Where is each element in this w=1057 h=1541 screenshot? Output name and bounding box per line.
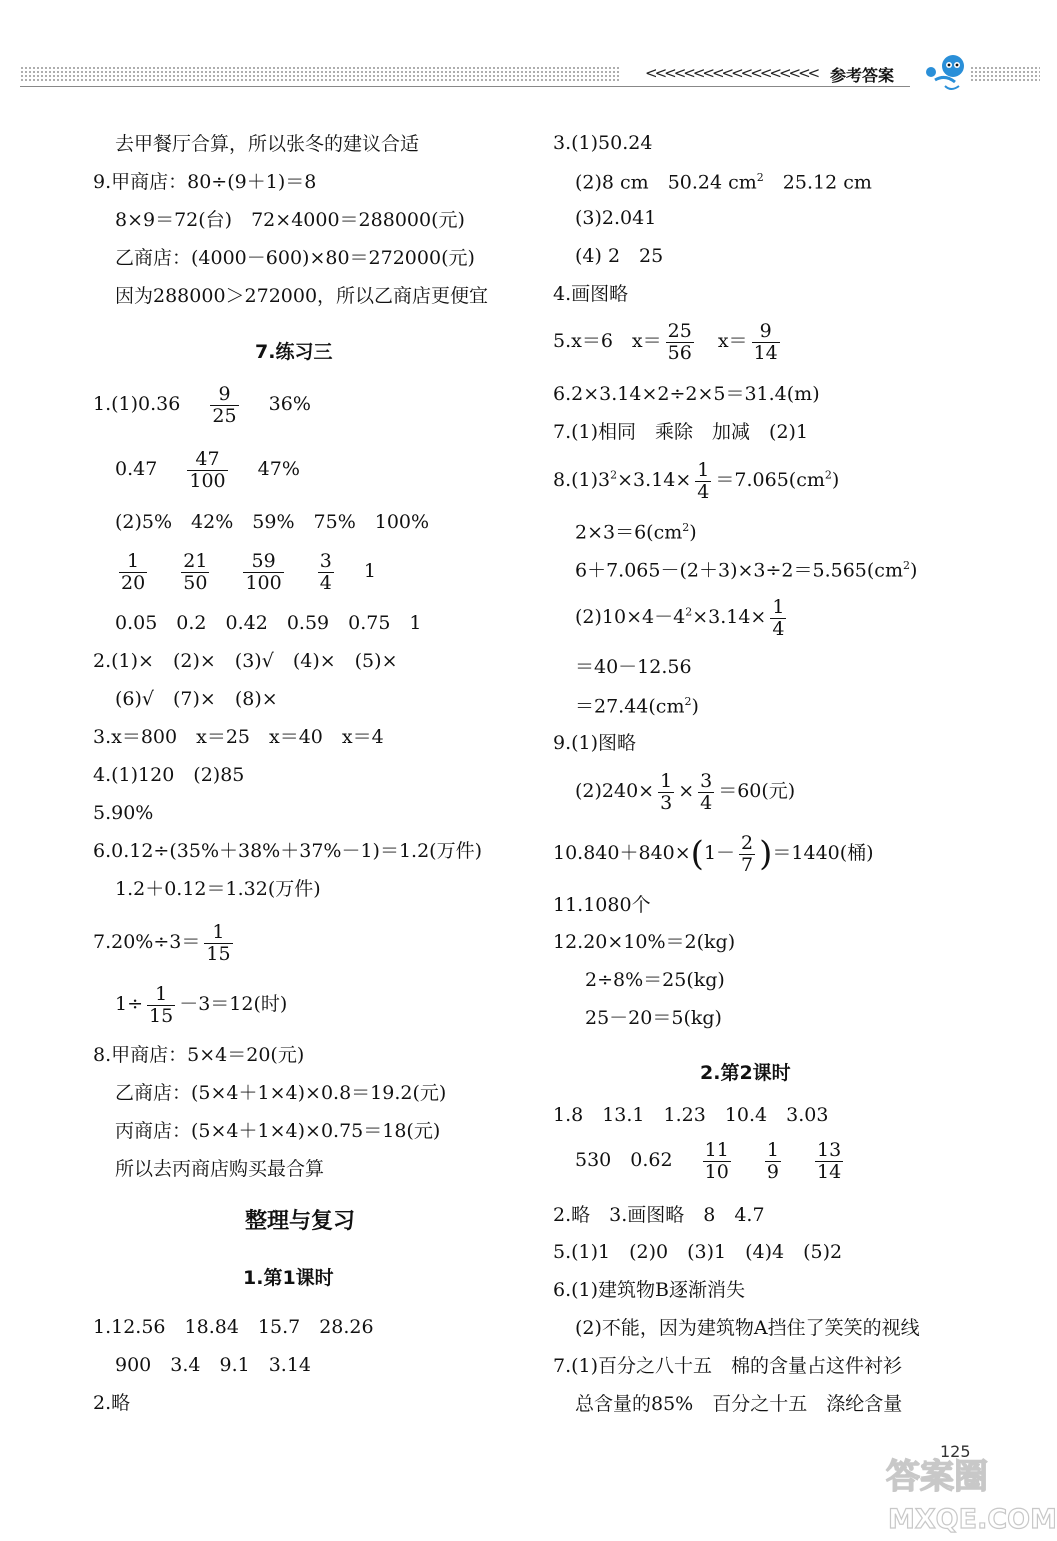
superscript: 2 — [902, 559, 910, 572]
answer-line: 3.x＝800 x＝25 x＝40 x＝4 — [93, 726, 384, 748]
answer-line — [575, 1140, 847, 1182]
answer-line — [115, 551, 376, 593]
numerator: 1 — [212, 921, 225, 943]
page-number: 125 — [940, 1442, 971, 1461]
numerator: 21 — [183, 550, 208, 572]
answer-text: 1÷ — [115, 993, 144, 1016]
answer-text: × — [678, 780, 695, 803]
denominator: 14 — [817, 1160, 842, 1183]
numerator: 13 — [817, 1139, 842, 1161]
superscript: 2 — [824, 468, 832, 482]
numerator: 1 — [127, 550, 140, 572]
answer-text: ＝27.44(cm — [575, 695, 685, 718]
fraction — [695, 460, 711, 502]
answer-line: 2.略 — [93, 1392, 131, 1414]
superscript: 2 — [684, 695, 692, 708]
answer-line: 总含量的85% 百分之十五 涤纶含量 — [575, 1393, 903, 1415]
numerator: 9 — [759, 320, 772, 342]
answer-line: 1.12.56 18.84 15.7 28.26 — [93, 1316, 374, 1338]
answer-text: 8.(1)3 — [553, 469, 611, 492]
fraction — [739, 833, 755, 875]
numerator: 3 — [319, 550, 332, 572]
denominator: 4 — [697, 480, 710, 503]
right-paren-icon: ) — [759, 834, 773, 875]
answer-text: ) — [831, 469, 840, 492]
answer-text: ×3.14× — [617, 469, 692, 492]
fraction — [770, 597, 786, 639]
answer-line: (2)5% 42% 59% 75% 100% — [115, 511, 430, 533]
numerator: 2 — [741, 832, 754, 854]
answer-line: 因为288000＞272000，所以乙商店更便宜 — [115, 285, 489, 307]
fraction — [187, 449, 227, 491]
answer-line: 0.05 0.2 0.42 0.59 0.75 1 — [115, 612, 422, 634]
fraction — [210, 384, 238, 426]
answer-text: ＝7.065(cm — [715, 469, 825, 492]
answer-line: 9.(1)图略 — [553, 732, 637, 754]
answer-line — [93, 384, 311, 426]
answer-line: 乙商店：(4000－600)×80＝272000(元) — [115, 247, 475, 269]
answer-line — [115, 449, 300, 491]
answer-text: 1 — [363, 560, 377, 583]
answer-line — [553, 321, 784, 363]
answer-line: 8×9＝72(台) 72×4000＝288000(元) — [115, 209, 465, 231]
answer-text: (2)240× — [575, 780, 655, 803]
answer-line: ＝40－12.56 — [575, 656, 692, 678]
numerator: 1 — [697, 459, 710, 481]
fraction — [703, 1140, 731, 1182]
answer-text: ×3.14× — [692, 606, 767, 629]
answer-text: ＝1440(桶) — [772, 842, 874, 865]
answer-line — [575, 597, 790, 639]
superscript: 2 — [685, 605, 693, 619]
watermark-logo — [880, 1450, 1055, 1541]
denominator: 25 — [212, 404, 237, 427]
numerator: 1 — [766, 1139, 779, 1161]
denominator: 4 — [700, 791, 713, 814]
answer-line: 11.1080个 — [553, 894, 651, 916]
watermark-top-text: 答案圈 — [886, 1457, 988, 1497]
answer-line: 6.2×3.14×2÷2×5＝31.4(m) — [553, 383, 820, 405]
watermark-bottom-text: MXQE.COM — [888, 1504, 1055, 1535]
header-dots-right — [970, 66, 1040, 82]
answer-text: (2)10×4－4 — [575, 606, 686, 629]
answer-line: (4) 2 25 — [575, 245, 664, 267]
numerator: 47 — [195, 448, 220, 470]
fraction — [658, 771, 674, 813]
denominator: 4 — [772, 617, 785, 640]
answer-text: 47% — [257, 458, 300, 481]
answer-text: 0.47 — [115, 458, 158, 481]
left-paren-icon: ( — [690, 834, 704, 875]
answer-line — [553, 833, 874, 875]
answer-line — [115, 984, 287, 1026]
answer-line: 900 3.4 9.1 3.14 — [115, 1354, 312, 1376]
fraction — [119, 551, 147, 593]
denominator: 100 — [189, 469, 226, 492]
denominator: 20 — [121, 571, 146, 594]
numerator: 1 — [660, 770, 673, 792]
answer-text: 5.x＝6 x＝ — [553, 330, 662, 353]
answer-line: 1.2＋0.12＝1.32(万件) — [115, 878, 321, 900]
answer-line: 所以去丙商店购买最合算 — [115, 1158, 325, 1180]
answer-text: 36% — [268, 393, 311, 416]
header-rule — [20, 86, 910, 87]
superscript: 2 — [756, 171, 764, 184]
answer-text: 530 0.62 — [575, 1149, 673, 1172]
denominator: 100 — [245, 571, 282, 594]
fraction — [765, 1140, 781, 1182]
answer-line: 3.(1)50.24 — [553, 132, 653, 154]
answer-text: ) — [689, 521, 697, 544]
answer-text: 10.840＋840× — [553, 842, 691, 865]
answer-line: 乙商店：(5×4＋1×4)×0.8＝19.2(元) — [115, 1082, 447, 1104]
header-dots-left — [20, 66, 620, 82]
denominator: 10 — [704, 1160, 729, 1183]
fraction — [243, 551, 283, 593]
denominator: 15 — [149, 1004, 174, 1027]
section-heading: 7.练习三 — [255, 341, 333, 363]
answer-line: 去甲餐厅合算，所以张冬的建议合适 — [115, 133, 420, 155]
answer-line: 25－20＝5(kg) — [585, 1007, 722, 1029]
answer-line — [575, 696, 699, 716]
numerator: 1 — [772, 596, 785, 618]
answer-line: 7.(1)相同 乘除 加减 (2)1 — [553, 421, 809, 443]
answer-line: 1.8 13.1 1.23 10.4 3.03 — [553, 1104, 829, 1126]
numerator: 1 — [155, 983, 168, 1005]
header-title: 参考答案 — [830, 66, 895, 85]
denominator: 4 — [319, 571, 332, 594]
answer-text: ＝60(元) — [718, 780, 796, 803]
fraction — [147, 984, 175, 1026]
fraction — [666, 321, 694, 363]
fraction — [815, 1140, 843, 1182]
fraction — [752, 321, 780, 363]
answer-line: (6)√ (7)× (8)× — [115, 688, 278, 710]
answer-text: 1－ — [703, 842, 736, 865]
superscript: 2 — [610, 468, 618, 482]
denominator: 9 — [766, 1160, 779, 1183]
fraction — [181, 551, 209, 593]
mascot-logo-icon — [915, 50, 975, 101]
numerator: 59 — [251, 550, 276, 572]
denominator: 7 — [741, 853, 754, 876]
numerator: 11 — [704, 1139, 729, 1161]
answer-line — [93, 922, 237, 964]
answer-line: 8.甲商店：5×4＝20(元) — [93, 1044, 305, 1066]
answer-text: 1.(1)0.36 — [93, 393, 181, 416]
answer-line: 5.(1)1 (2)0 (3)1 (4)4 (5)2 — [553, 1241, 843, 1263]
answer-line — [575, 771, 795, 813]
answer-line: (2)不能，因为建筑物A挡住了笑笑的视线 — [575, 1317, 920, 1339]
fraction — [698, 771, 714, 813]
denominator: 50 — [183, 571, 208, 594]
answer-line: 2÷8%＝25(kg) — [585, 969, 725, 991]
answer-line — [575, 172, 872, 192]
numerator: 25 — [667, 320, 692, 342]
denominator: 14 — [753, 341, 778, 364]
superscript: 2 — [682, 521, 690, 534]
answer-text: (2)8 cm 50.24 cm — [575, 171, 757, 194]
answer-line: 2.(1)× (2)× (3)√ (4)× (5)× — [93, 650, 398, 672]
answer-line — [553, 460, 839, 502]
answer-line: (3)2.041 — [575, 207, 657, 229]
answer-line: 5.90% — [93, 802, 154, 824]
page-header — [20, 58, 1040, 92]
answer-text: ) — [909, 559, 918, 582]
header-chevrons: <<<<<<<<<<<<<<<<<< — [645, 64, 818, 82]
fraction — [318, 551, 334, 593]
answer-line — [575, 522, 697, 542]
denominator: 15 — [206, 942, 231, 965]
answer-text: －3＝12(时) — [179, 993, 288, 1016]
answer-line: 7.(1)百分之八十五 棉的含量占这件衬衫 — [553, 1355, 903, 1377]
answer-line: 4.画图略 — [553, 283, 629, 305]
numerator: 3 — [700, 770, 713, 792]
answer-text: 2×3＝6(cm — [575, 521, 683, 544]
denominator: 56 — [667, 341, 692, 364]
answer-line: 6.0.12÷(35%＋38%＋37%－1)＝1.2(万件) — [93, 840, 482, 862]
numerator: 9 — [218, 383, 231, 405]
denominator: 3 — [660, 791, 673, 814]
fraction — [204, 922, 232, 964]
section-heading: 2.第2课时 — [700, 1062, 791, 1084]
answer-line: 丙商店：(5×4＋1×4)×0.75＝18(元) — [115, 1120, 441, 1142]
answer-text: ) — [691, 695, 699, 718]
answer-line: 2.略 3.画图略 8 4.7 — [553, 1204, 765, 1226]
answer-text: x＝ — [717, 330, 748, 353]
answer-line: 6.(1)建筑物B逐渐消失 — [553, 1279, 746, 1301]
answer-line — [575, 560, 917, 580]
answer-text: 25.12 cm — [763, 171, 872, 194]
answer-line: 9.甲商店：80÷(9＋1)＝8 — [93, 171, 317, 193]
answer-line: 4.(1)120 (2)85 — [93, 764, 245, 786]
answer-line: 12.20×10%＝2(kg) — [553, 931, 736, 953]
chapter-heading: 整理与复习 — [245, 1209, 356, 1234]
answer-text: 7.20%÷3＝ — [93, 931, 201, 954]
answer-text: 6＋7.065－(2＋3)×3÷2＝5.565(cm — [575, 559, 903, 582]
section-heading: 1.第1课时 — [243, 1267, 334, 1289]
